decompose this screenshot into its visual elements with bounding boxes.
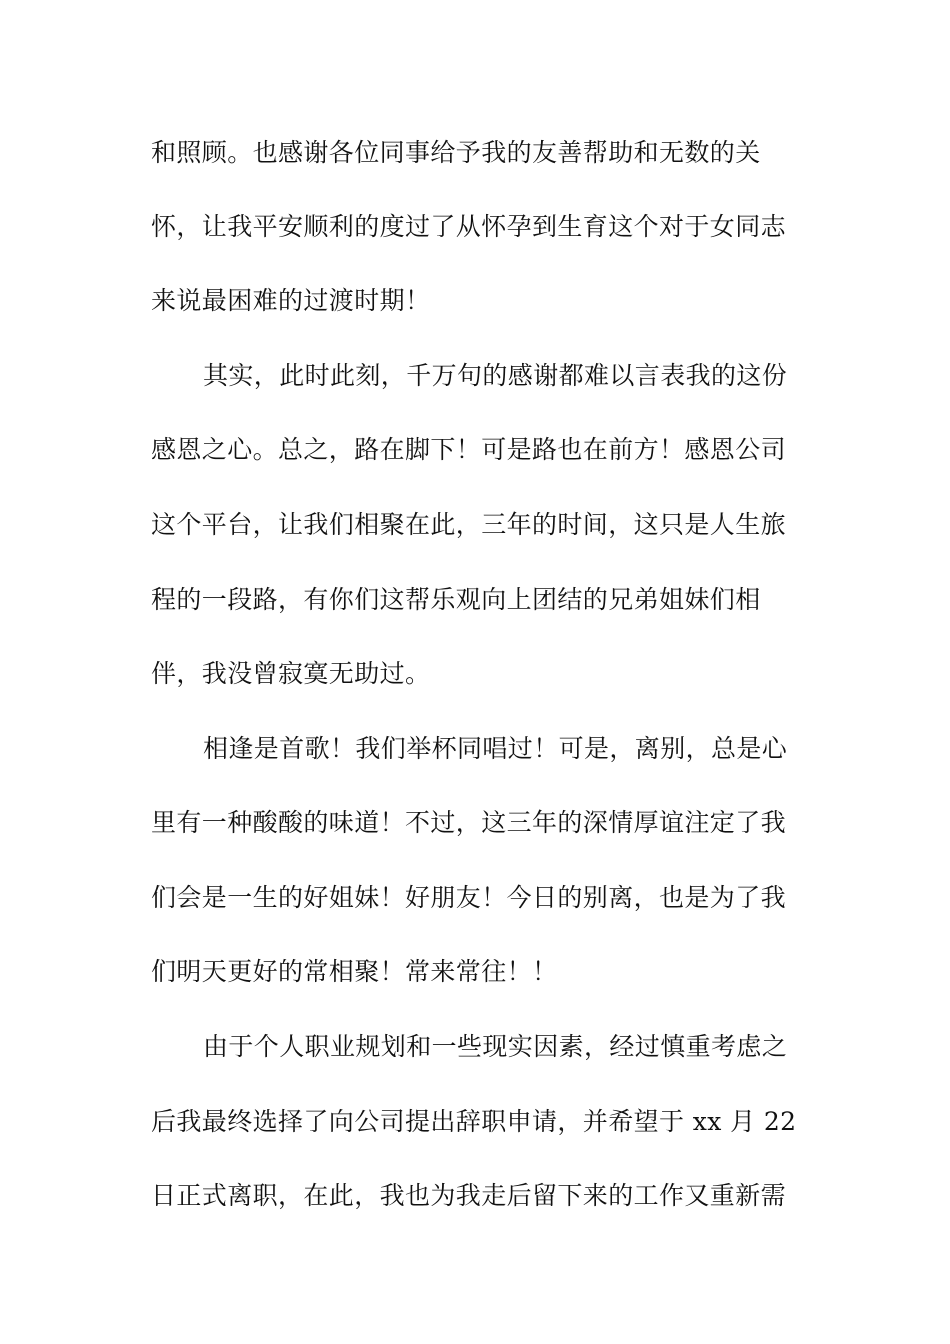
- paragraph-first-line: 其实，此时此刻，千万句的感谢都难以言表我的这份: [203, 361, 788, 390]
- text-line: 这个平台，让我们相聚在此，三年的时间，这只是人生旅: [151, 510, 787, 539]
- text-line: 日正式离职，在此，我也为我走后留下来的工作又重新需: [151, 1181, 787, 1210]
- text-line: 们会是一生的好姐妹！好朋友！今日的别离，也是为了我: [151, 883, 787, 912]
- text-line: 后我最终选择了向公司提出辞职申请，并希望于 xx 月 22: [151, 1107, 797, 1136]
- paragraph-first-line: 相逢是首歌！我们举杯同唱过！可是，离别，总是心: [203, 734, 788, 763]
- text-line: 程的一段路，有你们这帮乐观向上团结的兄弟姐妹们相: [151, 585, 761, 614]
- text-line: 里有一种酸酸的味道！不过，这三年的深情厚谊注定了我: [151, 808, 787, 837]
- text-line: 和照顾。也感谢各位同事给予我的友善帮助和无数的关: [151, 138, 761, 167]
- text-line: 们明天更好的常相聚！常来常往！！: [151, 957, 558, 986]
- text-line: 感恩之心。总之，路在脚下！可是路也在前方！感恩公司: [151, 435, 787, 464]
- text-line: 怀，让我平安顺利的度过了从怀孕到生育这个对于女同志: [151, 212, 787, 241]
- paragraph-first-line: 由于个人职业规划和一些现实因素，经过慎重考虑之: [203, 1032, 788, 1061]
- text-line: 来说最困难的过渡时期！: [151, 286, 431, 315]
- text-line: 伴，我没曾寂寞无助过。: [151, 659, 431, 688]
